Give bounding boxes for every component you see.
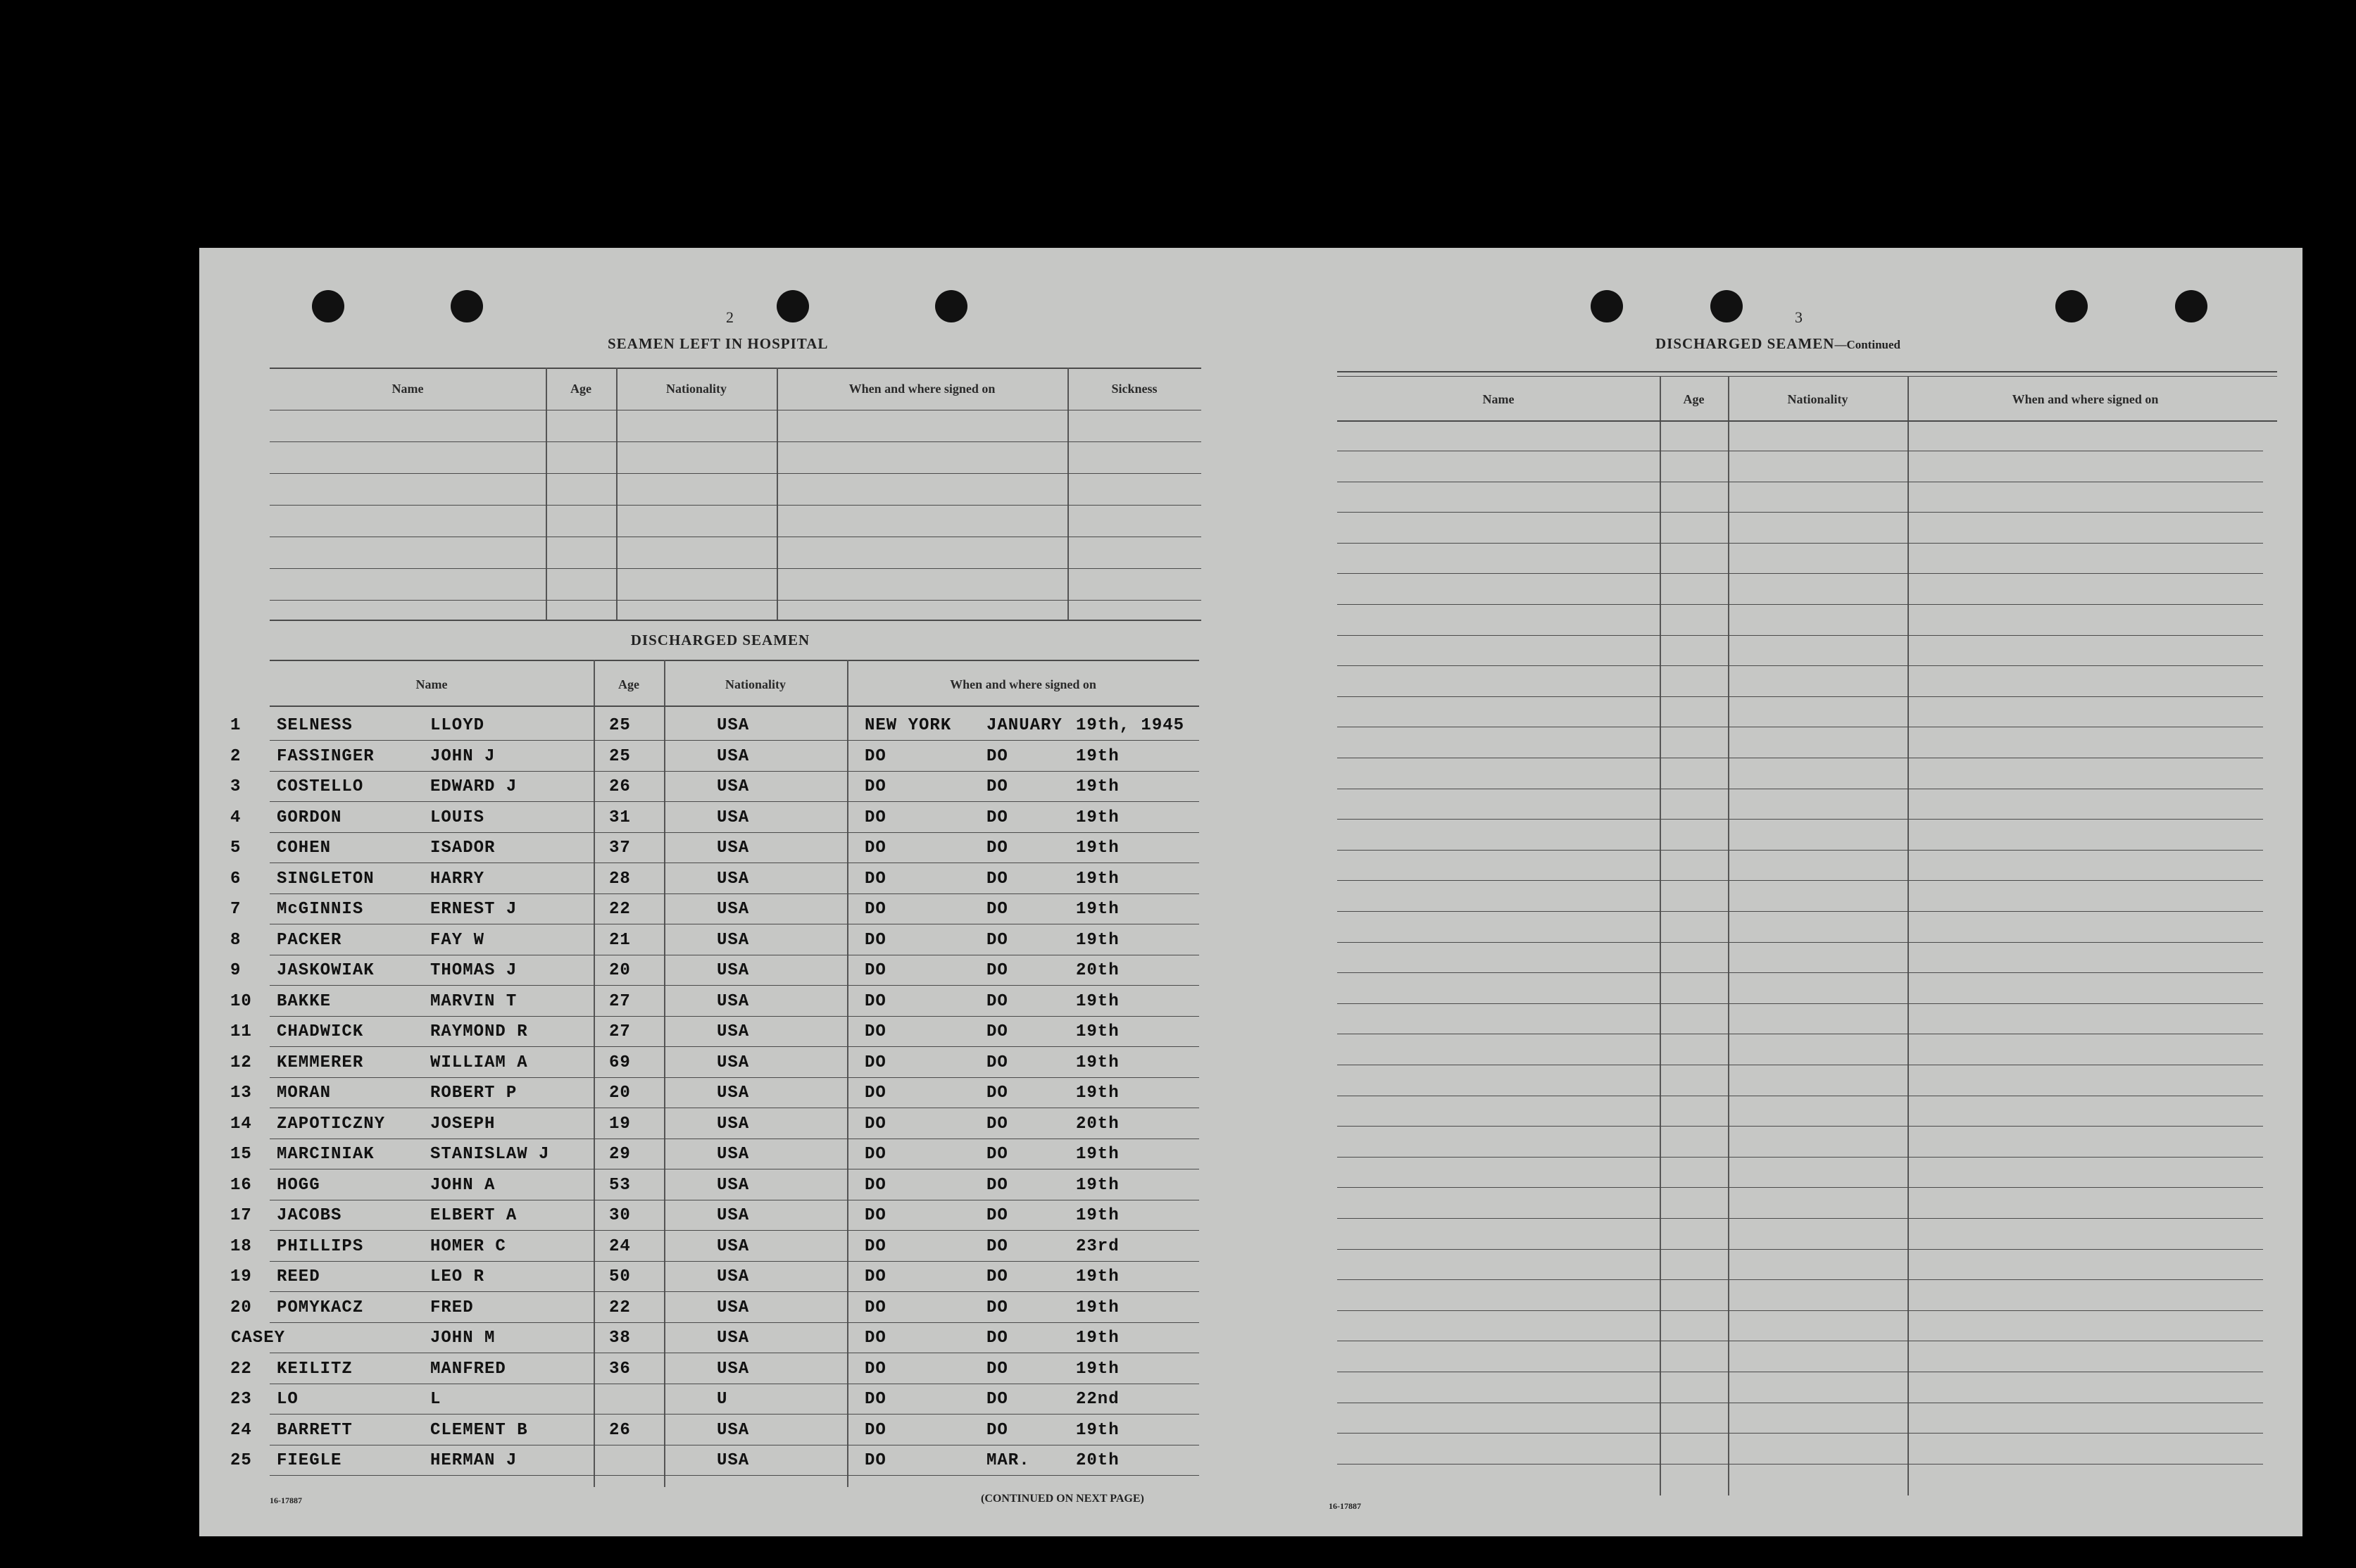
- seaman-first-name: JOHN M: [430, 1329, 496, 1348]
- title-continued: —Continued: [1834, 338, 1900, 351]
- discharged-continued-title: [1655, 335, 1900, 353]
- signed-on-place: DO: [865, 930, 886, 950]
- seaman-nationality: USA: [717, 1267, 750, 1286]
- signed-on-month: DO: [986, 808, 1008, 827]
- row-rule: [270, 985, 1199, 986]
- seaman-age: 24: [609, 1236, 631, 1256]
- row-number: 23: [230, 1390, 252, 1409]
- seaman-nationality: USA: [717, 716, 750, 735]
- signed-on-month: DO: [986, 1145, 1008, 1164]
- seaman-first-name: FRED: [430, 1298, 474, 1317]
- row-number: 15: [230, 1145, 252, 1164]
- page-number: 2: [726, 308, 734, 326]
- seaman-age: 30: [609, 1206, 631, 1225]
- seaman-last-name: MARCINIAK: [277, 1145, 375, 1164]
- row-number: 14: [230, 1114, 252, 1134]
- signed-on-day: 20th: [1076, 1451, 1120, 1470]
- form-number: 16-17887: [270, 1495, 302, 1505]
- signed-on-month: DO: [986, 1084, 1008, 1103]
- hospital-column-header: Age: [570, 382, 591, 396]
- row-rule: [270, 771, 1199, 772]
- seaman-first-name: CLEMENT B: [430, 1420, 528, 1440]
- seaman-last-name: COHEN: [277, 839, 332, 858]
- seaman-age: 25: [609, 746, 631, 766]
- row-number: 19: [230, 1267, 252, 1286]
- signed-on-place: DO: [865, 1084, 886, 1103]
- row-rule: [270, 740, 1199, 741]
- seaman-first-name: RAYMOND R: [430, 1022, 528, 1041]
- seaman-age: 26: [609, 1420, 631, 1440]
- signed-on-month: DO: [986, 1267, 1008, 1286]
- seaman-age: 20: [609, 961, 631, 980]
- signed-on-month: DO: [986, 1390, 1008, 1409]
- row-rule: [270, 600, 1201, 601]
- seaman-last-name: McGINNIS: [277, 900, 364, 919]
- signed-on-month: JANUARY: [986, 716, 1063, 735]
- row-rule: [1337, 1187, 2263, 1188]
- hospital-column-header: Name: [391, 382, 424, 396]
- column-header: When and where signed on: [2012, 392, 2159, 406]
- signed-on-month: DO: [986, 1329, 1008, 1348]
- row-rule: [1337, 665, 2263, 666]
- signed-on-month: DO: [986, 1053, 1008, 1072]
- signed-on-month: DO: [986, 1206, 1008, 1225]
- row-rule: [270, 505, 1201, 506]
- signed-on-day: 23rd: [1076, 1236, 1120, 1256]
- row-rule: [1337, 1218, 2263, 1219]
- punch-hole-icon: [2175, 290, 2207, 322]
- hospital-title: SEAMEN LEFT IN HOSPITAL: [608, 335, 829, 352]
- seaman-age: 27: [609, 991, 631, 1011]
- row-rule: [270, 1261, 1199, 1262]
- seaman-last-name: GORDON: [277, 808, 342, 827]
- signed-on-month: DO: [986, 1114, 1008, 1134]
- row-rule: [1337, 819, 2263, 820]
- discharged-column-header: Age: [618, 677, 639, 691]
- row-rule: [270, 473, 1201, 474]
- signed-on-place: DO: [865, 900, 886, 919]
- seaman-last-name: CHADWICK: [277, 1022, 364, 1041]
- signed-on-day: 19th: [1076, 1145, 1120, 1164]
- signed-on-day: 19th: [1076, 1267, 1120, 1286]
- row-rule: [1337, 1126, 2263, 1127]
- row-rule: [1337, 573, 2263, 574]
- signed-on-day: 19th: [1076, 1084, 1120, 1103]
- seaman-last-name: BAKKE: [277, 991, 332, 1011]
- seaman-first-name: STANISLAW J: [430, 1145, 550, 1164]
- discharged-title: DISCHARGED SEAMEN: [630, 632, 810, 648]
- row-number: 5: [230, 839, 242, 858]
- signed-on-day: 19th: [1076, 1359, 1120, 1379]
- signed-on-day: 19th: [1076, 930, 1120, 950]
- seaman-first-name: ROBERT P: [430, 1084, 518, 1103]
- seaman-first-name: MANFRED: [430, 1359, 506, 1379]
- hospital-column-header: Sickness: [1111, 382, 1158, 396]
- seaman-nationality: USA: [717, 1359, 750, 1379]
- signed-on-place: DO: [865, 1451, 886, 1470]
- seaman-age: 38: [609, 1329, 631, 1348]
- punch-hole-icon: [935, 290, 967, 322]
- seaman-nationality: USA: [717, 1206, 750, 1225]
- signed-on-month: DO: [986, 777, 1008, 796]
- row-rule: [270, 568, 1201, 569]
- seaman-age: 28: [609, 869, 631, 889]
- discharged-column-header: Name: [415, 677, 448, 691]
- seaman-first-name: FAY W: [430, 930, 485, 950]
- row-number: 24: [230, 1420, 252, 1440]
- signed-on-place: DO: [865, 839, 886, 858]
- signed-on-day: 19th: [1076, 1053, 1120, 1072]
- row-rule: [1337, 911, 2263, 912]
- signed-on-month: DO: [986, 930, 1008, 950]
- seaman-last-name: KEMMERER: [277, 1053, 364, 1072]
- continued-note: (CONTINUED ON NEXT PAGE): [981, 1493, 1144, 1505]
- signed-on-place: DO: [865, 1206, 886, 1225]
- signed-on-place: DO: [865, 746, 886, 766]
- seaman-age: 50: [609, 1267, 631, 1286]
- row-number: 12: [230, 1053, 252, 1072]
- signed-on-place: DO: [865, 1175, 886, 1195]
- seaman-nationality: USA: [717, 777, 750, 796]
- seaman-age: 27: [609, 1022, 631, 1041]
- row-rule: [270, 1046, 1199, 1047]
- seaman-nationality: USA: [717, 1053, 750, 1072]
- row-number: 1: [230, 716, 242, 735]
- signed-on-place: DO: [865, 1298, 886, 1317]
- row-rule: [1337, 696, 2263, 697]
- row-number: 2: [230, 746, 242, 766]
- seaman-last-name: PACKER: [277, 930, 342, 950]
- seaman-age: 25: [609, 716, 631, 735]
- seaman-nationality: USA: [717, 1022, 750, 1041]
- row-rule: [270, 832, 1199, 833]
- row-number: 20: [230, 1298, 252, 1317]
- column-divider: [1728, 376, 1729, 1495]
- seaman-nationality: USA: [717, 839, 750, 858]
- seaman-age: 36: [609, 1359, 631, 1379]
- seaman-last-name: COSTELLO: [277, 777, 364, 796]
- column-divider: [664, 660, 665, 1487]
- column-divider: [1067, 368, 1069, 621]
- signed-on-day: 19th: [1076, 1420, 1120, 1440]
- signed-on-place: DO: [865, 961, 886, 980]
- signed-on-day: 22nd: [1076, 1390, 1120, 1409]
- column-header: Nationality: [1787, 392, 1848, 406]
- signed-on-month: DO: [986, 991, 1008, 1011]
- signed-on-place: DO: [865, 1329, 886, 1348]
- seaman-first-name: JOSEPH: [430, 1114, 496, 1134]
- row-rule: [1337, 1310, 2263, 1311]
- row-number: 18: [230, 1236, 252, 1256]
- row-rule: [1337, 635, 2263, 636]
- seaman-last-name: SELNESS: [277, 716, 353, 735]
- seaman-last-name: HOGG: [277, 1175, 320, 1195]
- seaman-last-name: KEILITZ: [277, 1359, 353, 1379]
- row-rule: [270, 893, 1199, 894]
- row-rule: [270, 1414, 1199, 1415]
- signed-on-place: DO: [865, 777, 886, 796]
- punch-hole-icon: [312, 290, 344, 322]
- seaman-nationality: USA: [717, 746, 750, 766]
- row-number: 13: [230, 1084, 252, 1103]
- table-rule: [270, 620, 1201, 621]
- row-rule: [1337, 1279, 2263, 1280]
- row-number: 11: [230, 1022, 252, 1041]
- seaman-age: 21: [609, 930, 631, 950]
- signed-on-month: DO: [986, 900, 1008, 919]
- signed-on-day: 19th: [1076, 808, 1120, 827]
- seaman-first-name: L: [430, 1390, 441, 1409]
- seaman-first-name: LEO R: [430, 1267, 485, 1286]
- seaman-nationality: USA: [717, 869, 750, 889]
- signed-on-place: DO: [865, 1267, 886, 1286]
- seaman-first-name: ELBERT A: [430, 1206, 518, 1225]
- discharged-column-header: When and where signed on: [950, 677, 1096, 691]
- row-rule: [270, 1016, 1199, 1017]
- signed-on-month: DO: [986, 869, 1008, 889]
- row-number: 17: [230, 1206, 252, 1225]
- signed-on-day: 19th: [1076, 777, 1120, 796]
- seaman-nationality: USA: [717, 1329, 750, 1348]
- seaman-first-name: ERNEST J: [430, 900, 518, 919]
- signed-on-month: DO: [986, 1175, 1008, 1195]
- seaman-age: 26: [609, 777, 631, 796]
- row-rule: [1337, 1003, 2263, 1004]
- seaman-first-name: EDWARD J: [430, 777, 518, 796]
- row-rule: [1337, 543, 2263, 544]
- row-rule: [1337, 972, 2263, 973]
- signed-on-day: 19th: [1076, 869, 1120, 889]
- row-number: 22: [230, 1359, 252, 1379]
- seaman-nationality: USA: [717, 1298, 750, 1317]
- column-header: Age: [1683, 392, 1705, 406]
- seaman-last-name: REED: [277, 1267, 320, 1286]
- row-rule: [1337, 1433, 2263, 1434]
- signed-on-place: DO: [865, 991, 886, 1011]
- signed-on-day: 19th: [1076, 1206, 1120, 1225]
- hospital-column-header: When and where signed on: [848, 382, 996, 396]
- signed-on-place: DO: [865, 1053, 886, 1072]
- punch-hole-icon: [777, 290, 809, 322]
- seaman-first-name: LOUIS: [430, 808, 485, 827]
- hospital-column-header: Nationality: [665, 382, 727, 396]
- seaman-nationality: USA: [717, 1084, 750, 1103]
- row-rule: [1337, 942, 2263, 943]
- seaman-first-name: THOMAS J: [430, 961, 518, 980]
- signed-on-place: DO: [865, 1145, 886, 1164]
- row-number: 9: [230, 961, 242, 980]
- row-number: 6: [230, 869, 242, 889]
- seaman-nationality: USA: [717, 1114, 750, 1134]
- signed-on-place: DO: [865, 808, 886, 827]
- column-divider: [594, 660, 595, 1487]
- signed-on-day: 19th: [1076, 1329, 1120, 1348]
- seaman-last-name: LO: [277, 1390, 299, 1409]
- discharged-column-header: Nationality: [725, 677, 786, 691]
- row-number: 4: [230, 808, 242, 827]
- seaman-last-name: FASSINGER: [277, 746, 375, 766]
- row-rule: [1337, 1157, 2263, 1158]
- seaman-last-name: JACOBS: [277, 1206, 342, 1225]
- signed-on-place: DO: [865, 1022, 886, 1041]
- column-divider: [1907, 376, 1909, 1495]
- row-rule: [1337, 512, 2263, 513]
- seaman-last-name: SINGLETON: [277, 869, 375, 889]
- signed-on-day: 19th: [1076, 900, 1120, 919]
- signed-on-day: 20th: [1076, 961, 1120, 980]
- row-rule: [270, 1291, 1199, 1292]
- signed-on-month: DO: [986, 1298, 1008, 1317]
- seaman-last-name: CASEY: [231, 1329, 286, 1348]
- signed-on-month: DO: [986, 1359, 1008, 1379]
- seaman-last-name: JASKOWIAK: [277, 961, 375, 980]
- seaman-age: 20: [609, 1084, 631, 1103]
- seaman-nationality: USA: [717, 991, 750, 1011]
- seaman-last-name: ZAPOTICZNY: [277, 1114, 386, 1134]
- signed-on-month: DO: [986, 1236, 1008, 1256]
- form-number: 16-17887: [1329, 1501, 1361, 1511]
- signed-on-place: DO: [865, 1359, 886, 1379]
- seaman-nationality: USA: [717, 961, 750, 980]
- signed-on-day: 19th: [1076, 1022, 1120, 1041]
- seaman-first-name: HOMER C: [430, 1236, 506, 1256]
- column-divider: [1660, 376, 1661, 1495]
- title-main: DISCHARGED SEAMEN: [1655, 335, 1835, 352]
- column-header: Name: [1482, 392, 1515, 406]
- row-rule: [1337, 604, 2263, 605]
- row-rule: [270, 801, 1199, 802]
- left-page: [199, 248, 1253, 1536]
- column-divider: [777, 368, 778, 621]
- seaman-age: 22: [609, 900, 631, 919]
- table-rule: [1337, 371, 2277, 372]
- seaman-nationality: USA: [717, 808, 750, 827]
- column-divider: [546, 368, 547, 621]
- row-number: 7: [230, 900, 242, 919]
- signed-on-day: 20th: [1076, 1114, 1120, 1134]
- column-divider: [847, 660, 848, 1487]
- punch-hole-icon: [1710, 290, 1743, 322]
- seaman-first-name: HERMAN J: [430, 1451, 518, 1470]
- seaman-nationality: USA: [717, 1451, 750, 1470]
- seaman-age: 69: [609, 1053, 631, 1072]
- seaman-first-name: JOHN J: [430, 746, 496, 766]
- seaman-nationality: USA: [717, 1420, 750, 1440]
- signed-on-month: DO: [986, 746, 1008, 766]
- seaman-nationality: USA: [717, 900, 750, 919]
- signed-on-day: 19th: [1076, 1298, 1120, 1317]
- column-divider: [616, 368, 618, 621]
- seaman-last-name: BARRETT: [277, 1420, 353, 1440]
- signed-on-place: DO: [865, 1420, 886, 1440]
- seaman-age: 53: [609, 1175, 631, 1195]
- row-rule: [270, 1322, 1199, 1323]
- signed-on-month: DO: [986, 1022, 1008, 1041]
- seaman-age: 31: [609, 808, 631, 827]
- seaman-first-name: ISADOR: [430, 839, 496, 858]
- signed-on-place: DO: [865, 1114, 886, 1134]
- table-rule: [1337, 376, 2277, 377]
- signed-on-day: 19th, 1945: [1076, 716, 1185, 735]
- signed-on-day: 19th: [1076, 1175, 1120, 1195]
- seaman-first-name: WILLIAM A: [430, 1053, 528, 1072]
- table-rule: [1337, 420, 2277, 422]
- row-rule: [1337, 880, 2263, 881]
- signed-on-month: DO: [986, 1420, 1008, 1440]
- seaman-first-name: HARRY: [430, 869, 485, 889]
- seaman-age: 22: [609, 1298, 631, 1317]
- seaman-nationality: USA: [717, 1145, 750, 1164]
- signed-on-day: 19th: [1076, 746, 1120, 766]
- signed-on-month: DO: [986, 839, 1008, 858]
- table-rule: [270, 368, 1201, 369]
- signed-on-place: DO: [865, 1236, 886, 1256]
- page-number: 3: [1795, 308, 1803, 326]
- signed-on-month: DO: [986, 961, 1008, 980]
- row-number: 8: [230, 930, 242, 950]
- punch-hole-icon: [451, 290, 483, 322]
- row-rule: [270, 1230, 1199, 1231]
- row-rule: [1337, 850, 2263, 851]
- row-number: 3: [230, 777, 242, 796]
- seaman-last-name: FIEGLE: [277, 1451, 342, 1470]
- seaman-first-name: MARVIN T: [430, 991, 518, 1011]
- signed-on-month: MAR.: [986, 1451, 1030, 1470]
- seaman-age: 37: [609, 839, 631, 858]
- seaman-age: 29: [609, 1145, 631, 1164]
- row-rule: [270, 1475, 1199, 1476]
- seaman-nationality: USA: [717, 1175, 750, 1195]
- punch-hole-icon: [2055, 290, 2088, 322]
- seaman-nationality: USA: [717, 930, 750, 950]
- row-number: 10: [230, 991, 252, 1011]
- seaman-age: 19: [609, 1114, 631, 1134]
- table-rule: [270, 660, 1199, 661]
- right-page: [1253, 248, 2302, 1536]
- row-rule: [270, 1077, 1199, 1078]
- signed-on-place: NEW YORK: [865, 716, 952, 735]
- seaman-first-name: JOHN A: [430, 1175, 496, 1195]
- row-number: 25: [230, 1451, 252, 1470]
- row-rule: [1337, 1249, 2263, 1250]
- table-rule: [270, 705, 1199, 707]
- signed-on-place: DO: [865, 1390, 886, 1409]
- seaman-last-name: MORAN: [277, 1084, 332, 1103]
- seaman-nationality: USA: [717, 1236, 750, 1256]
- row-number: 16: [230, 1175, 252, 1195]
- seaman-nationality: U: [717, 1390, 728, 1409]
- punch-hole-icon: [1591, 290, 1623, 322]
- signed-on-day: 19th: [1076, 839, 1120, 858]
- row-rule: [270, 441, 1201, 442]
- signed-on-day: 19th: [1076, 991, 1120, 1011]
- seaman-last-name: PHILLIPS: [277, 1236, 364, 1256]
- seaman-last-name: POMYKACZ: [277, 1298, 364, 1317]
- signed-on-place: DO: [865, 869, 886, 889]
- seaman-first-name: LLOYD: [430, 716, 485, 735]
